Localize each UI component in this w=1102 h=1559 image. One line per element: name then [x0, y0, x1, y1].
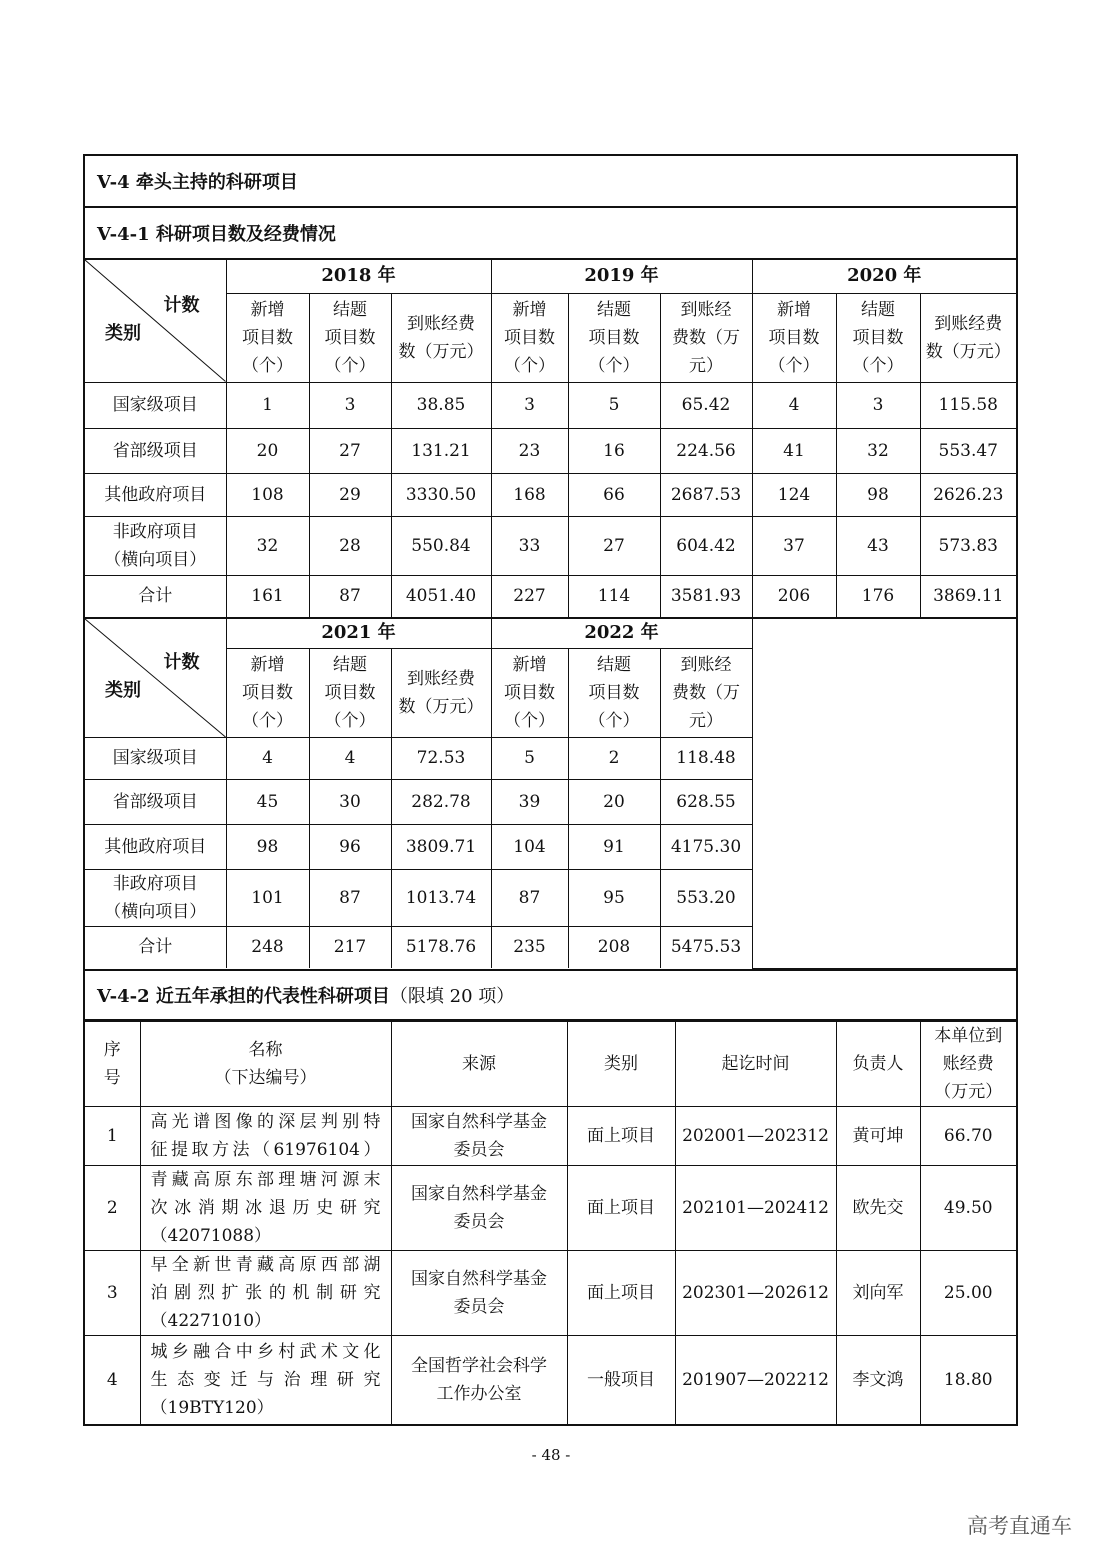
table-row	[85, 1250, 1016, 1335]
col-header-funds: 到账经费 数（万元）	[391, 648, 491, 737]
cell: 87	[491, 869, 568, 926]
col-header-done: 结题 项目数 （个）	[568, 293, 660, 382]
cell: 91	[568, 824, 660, 869]
cell: 124	[752, 473, 836, 516]
cell: 2626.23	[920, 473, 1016, 516]
row-label: 合计	[85, 575, 226, 617]
corner-header	[85, 260, 226, 382]
row-label: 非政府项目 （横向项目）	[85, 516, 226, 575]
col-header-new: 新增 项目数 （个）	[491, 293, 568, 382]
col-header-funds: 到账经费 数（万元）	[391, 293, 491, 382]
cell-leader: 刘向军	[836, 1250, 920, 1335]
header-source: 来源	[391, 1021, 567, 1106]
table-row	[85, 473, 1016, 516]
cell-type: 面上项目	[567, 1250, 675, 1335]
cell: 131.21	[391, 428, 491, 473]
cell-no: 2	[85, 1165, 140, 1250]
cell: 37	[752, 516, 836, 575]
cell: 3581.93	[660, 575, 752, 617]
cell: 573.83	[920, 516, 1016, 575]
header-name: 名称 （下达编号）	[140, 1021, 391, 1106]
cell: 72.53	[391, 737, 491, 779]
cell: 217	[309, 926, 391, 968]
cell: 39	[491, 779, 568, 824]
projects-table	[85, 1021, 1016, 1425]
cell: 5	[568, 382, 660, 428]
cell-type: 面上项目	[567, 1165, 675, 1250]
cell: 224.56	[660, 428, 752, 473]
cell: 32	[226, 516, 309, 575]
cell: 2	[568, 737, 660, 779]
cell-period: 202001—202312	[675, 1106, 836, 1165]
header-funds: 本单位到 账经费 （万元）	[920, 1021, 1016, 1106]
cell: 628.55	[660, 779, 752, 824]
cell: 3	[491, 382, 568, 428]
cell: 27	[568, 516, 660, 575]
row-label: 其他政府项目	[85, 473, 226, 516]
table-row	[85, 382, 1016, 428]
corner-count-label: 计数	[163, 295, 200, 316]
cell-leader: 黄可坤	[836, 1106, 920, 1165]
cell-leader: 欧先交	[836, 1165, 920, 1250]
cell: 87	[309, 869, 391, 926]
row-label: 省部级项目	[85, 428, 226, 473]
cell-no: 1	[85, 1106, 140, 1165]
cell: 168	[491, 473, 568, 516]
cell: 3809.71	[391, 824, 491, 869]
cell: 4	[309, 737, 391, 779]
cell-source: 全国哲学社会科学 工作办公室	[391, 1335, 567, 1424]
row-label: 国家级项目	[85, 382, 226, 428]
cell: 5178.76	[391, 926, 491, 968]
cell: 104	[491, 824, 568, 869]
year-header: 2018 年	[226, 260, 491, 293]
row-label: 合计	[85, 926, 226, 968]
cell: 115.58	[920, 382, 1016, 428]
cell: 3330.50	[391, 473, 491, 516]
cell-funds: 18.80	[920, 1335, 1016, 1424]
col-header-funds: 到账经费 数（万元）	[920, 293, 1016, 382]
cell-leader: 李文鸿	[836, 1335, 920, 1424]
cell: 553.47	[920, 428, 1016, 473]
cell: 1	[226, 382, 309, 428]
table-header-row	[85, 1021, 1016, 1106]
row-label: 非政府项目 （横向项目）	[85, 869, 226, 926]
cell: 1013.74	[391, 869, 491, 926]
cell: 3869.11	[920, 575, 1016, 617]
row-label: 省部级项目	[85, 779, 226, 824]
corner-category-label: 类别	[105, 679, 141, 701]
cell-name: 高光谱图像的深层判别特 征提取方法（61976104）	[140, 1106, 391, 1165]
cell: 4175.30	[660, 824, 752, 869]
cell: 118.48	[660, 737, 752, 779]
cell-name: 城乡融合中乡村武术文化 生态变迁与治理研究 （19BTY120）	[140, 1335, 391, 1424]
corner-category-label: 类别	[105, 322, 141, 344]
document-frame	[83, 154, 1018, 1426]
cell: 65.42	[660, 382, 752, 428]
cell: 2687.53	[660, 473, 752, 516]
col-header-funds: 到账经 费数（万 元）	[660, 648, 752, 737]
cell: 161	[226, 575, 309, 617]
corner-header	[85, 618, 226, 737]
cell-type: 一般项目	[567, 1335, 675, 1424]
section-v42-note: （限填 20 项）	[389, 985, 515, 1007]
cell: 38.85	[391, 382, 491, 428]
cell: 3	[309, 382, 391, 428]
year-header: 2021 年	[226, 618, 491, 648]
cell: 20	[226, 428, 309, 473]
cell: 5	[491, 737, 568, 779]
cell: 98	[226, 824, 309, 869]
cell: 248	[226, 926, 309, 968]
cell: 95	[568, 869, 660, 926]
cell-name: 青藏高原东部理塘河源末 次冰消期冰退历史研究 （42071088）	[140, 1165, 391, 1250]
cell: 20	[568, 779, 660, 824]
col-header-done: 结题 项目数 （个）	[836, 293, 920, 382]
cell: 206	[752, 575, 836, 617]
cell: 4051.40	[391, 575, 491, 617]
header-no: 序 号	[85, 1021, 140, 1106]
cell: 16	[568, 428, 660, 473]
cell-period: 202101—202412	[675, 1165, 836, 1250]
cell: 553.20	[660, 869, 752, 926]
table-row	[85, 1106, 1016, 1165]
cell: 4	[752, 382, 836, 428]
cell: 33	[491, 516, 568, 575]
cell: 604.42	[660, 516, 752, 575]
cell-period: 201907—202212	[675, 1335, 836, 1424]
year-header: 2019 年	[491, 260, 752, 293]
col-header-new: 新增 项目数 （个）	[226, 648, 309, 737]
cell-funds: 66.70	[920, 1106, 1016, 1165]
col-header-new: 新增 项目数 （个）	[226, 293, 309, 382]
cell: 87	[309, 575, 391, 617]
cell-period: 202301—202612	[675, 1250, 836, 1335]
cell-source: 国家自然科学基金 委员会	[391, 1250, 567, 1335]
blank-area	[752, 618, 1016, 968]
funding-table-2018-2020	[85, 260, 1016, 618]
cell: 30	[309, 779, 391, 824]
cell: 41	[752, 428, 836, 473]
row-label: 国家级项目	[85, 737, 226, 779]
cell-funds: 49.50	[920, 1165, 1016, 1250]
cell: 23	[491, 428, 568, 473]
cell-name: 早全新世青藏高原西部湖 泊剧烈扩张的机制研究 （42271010）	[140, 1250, 391, 1335]
cell-no: 4	[85, 1335, 140, 1424]
cell: 114	[568, 575, 660, 617]
cell: 43	[836, 516, 920, 575]
table-row	[85, 1335, 1016, 1424]
cell: 98	[836, 473, 920, 516]
table-row	[85, 428, 1016, 473]
cell-source: 国家自然科学基金 委员会	[391, 1165, 567, 1250]
header-type: 类别	[567, 1021, 675, 1106]
col-header-done: 结题 项目数 （个）	[309, 293, 391, 382]
corner-count-label: 计数	[163, 651, 200, 673]
funding-table-2021-2022	[85, 618, 1016, 969]
cell: 235	[491, 926, 568, 968]
cell-source: 国家自然科学基金 委员会	[391, 1106, 567, 1165]
cell: 101	[226, 869, 309, 926]
watermark: 高考直通车	[967, 1514, 1072, 1538]
cell: 28	[309, 516, 391, 575]
cell: 66	[568, 473, 660, 516]
section-v42-label: V-4-2 近五年承担的代表性科研项目	[97, 985, 390, 1007]
header-period: 起讫时间	[675, 1021, 836, 1106]
cell-type: 面上项目	[567, 1106, 675, 1165]
cell: 208	[568, 926, 660, 968]
cell-no: 3	[85, 1250, 140, 1335]
cell: 176	[836, 575, 920, 617]
header-leader: 负责人	[836, 1021, 920, 1106]
table-row	[85, 516, 1016, 575]
cell: 29	[309, 473, 391, 516]
section-v4-title: V-4 牵头主持的科研项目	[85, 156, 1016, 208]
row-label: 其他政府项目	[85, 824, 226, 869]
cell: 45	[226, 779, 309, 824]
col-header-done: 结题 项目数 （个）	[568, 648, 660, 737]
cell: 550.84	[391, 516, 491, 575]
section-v41-title: V-4-1 科研项目数及经费情况	[85, 208, 1016, 260]
section-v42-title	[85, 969, 1016, 1021]
cell: 227	[491, 575, 568, 617]
cell: 4	[226, 737, 309, 779]
cell: 27	[309, 428, 391, 473]
cell: 282.78	[391, 779, 491, 824]
table-row	[85, 1165, 1016, 1250]
cell: 96	[309, 824, 391, 869]
cell-funds: 25.00	[920, 1250, 1016, 1335]
cell: 5475.53	[660, 926, 752, 968]
col-header-done: 结题 项目数 （个）	[309, 648, 391, 737]
col-header-new: 新增 项目数 （个）	[752, 293, 836, 382]
cell: 3	[836, 382, 920, 428]
year-header: 2020 年	[752, 260, 1016, 293]
page-number: - 48 -	[531, 1446, 571, 1464]
col-header-new: 新增 项目数 （个）	[491, 648, 568, 737]
col-header-funds: 到账经 费数（万 元）	[660, 293, 752, 382]
table-row	[85, 575, 1016, 617]
year-header: 2022 年	[491, 618, 752, 648]
cell: 32	[836, 428, 920, 473]
cell: 108	[226, 473, 309, 516]
